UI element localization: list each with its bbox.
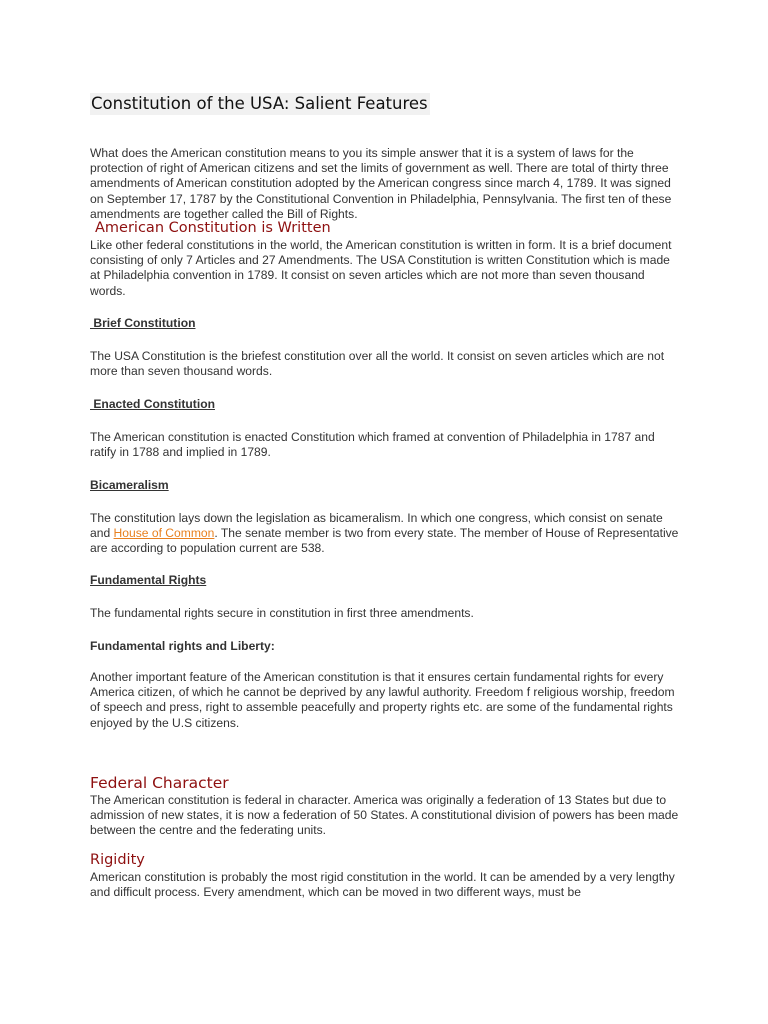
enacted-heading: Enacted Constitution <box>90 397 215 411</box>
rigidity-heading: Rigidity <box>90 852 145 868</box>
rights-liberty-heading: Fundamental rights and Liberty: <box>90 639 275 653</box>
fundamental-rights-heading: Fundamental Rights <box>90 573 207 587</box>
brief-paragraph: The USA Constitution is the briefest constitution over all the world. It consist on seven articles which are not more than seven thousand words. <box>90 349 665 379</box>
federal-paragraph: The American constitution is federal in character. America was originally a federation of 13 States but due to admission of new states, it is now a federation of 50 States. A constitutional division of powers has been made between the centre and the federating units. <box>90 793 679 838</box>
bicameralism-paragraph <box>90 511 680 557</box>
federal-heading: Federal Character <box>90 774 229 792</box>
bicameralism-text-end: . The senate member is two from every state. The member of House of Representative are according to population current are 538. <box>90 526 679 556</box>
bicameralism-heading: Bicameralism <box>90 478 169 492</box>
written-heading: American Constitution is Written <box>95 220 331 236</box>
rights-liberty-paragraph: Another important feature of the American constitution is that it ensures certain fundamental rights for every America citizen, of which he cannot be deprived by any lawful authority. Freedom f religious worship, freedom of speech and press, right to assemble peacefully and property rights etc. are some of the fundamental rights enjoyed by the U.S citizens. <box>90 670 675 730</box>
house-of-common-link[interactable]: House of Common <box>113 526 215 541</box>
fundamental-rights-paragraph: The fundamental rights secure in constitution in first three amendments. <box>90 606 474 620</box>
intro-paragraph: What does the American constitution means to you its simple answer that it is a system of laws for the protection of right of American citizens and set the limits of government as well. There are total of thirty three amendments of American constitution adopted by the American congress since march 4, 1789. It was signed on September 17, 1787 by the Constitutional Convention in Philadelphia, Pennsylvania. The first ten of these amendments are together called the Bill of Rights. <box>90 146 672 221</box>
page-title: Constitution of the USA: Salient Features <box>91 94 428 113</box>
brief-heading: Brief Constitution <box>90 316 196 330</box>
bicameralism-text-start: The constitution lays down the legislation as bicameralism. In which one congress, which consist on senate and <box>90 511 663 541</box>
enacted-paragraph: The American constitution is enacted Constitution which framed at convention of Philadelphia in 1787 and ratify in 1788 and implied in 1789. <box>90 430 655 460</box>
rigidity-paragraph: American constitution is probably the most rigid constitution in the world. It can be amended by a very lengthy and difficult process. Every amendment, which can be moved in two different ways, must be <box>90 870 675 900</box>
written-paragraph: Like other federal constitutions in the world, the American constitution is written in form. It is a brief document consisting of only 7 Articles and 27 Amendments. The USA Constitution is written Constitution which is made at Philadelphia convention in 1789. It consist on seven articles which are not more than seven thousand words. <box>90 238 672 298</box>
